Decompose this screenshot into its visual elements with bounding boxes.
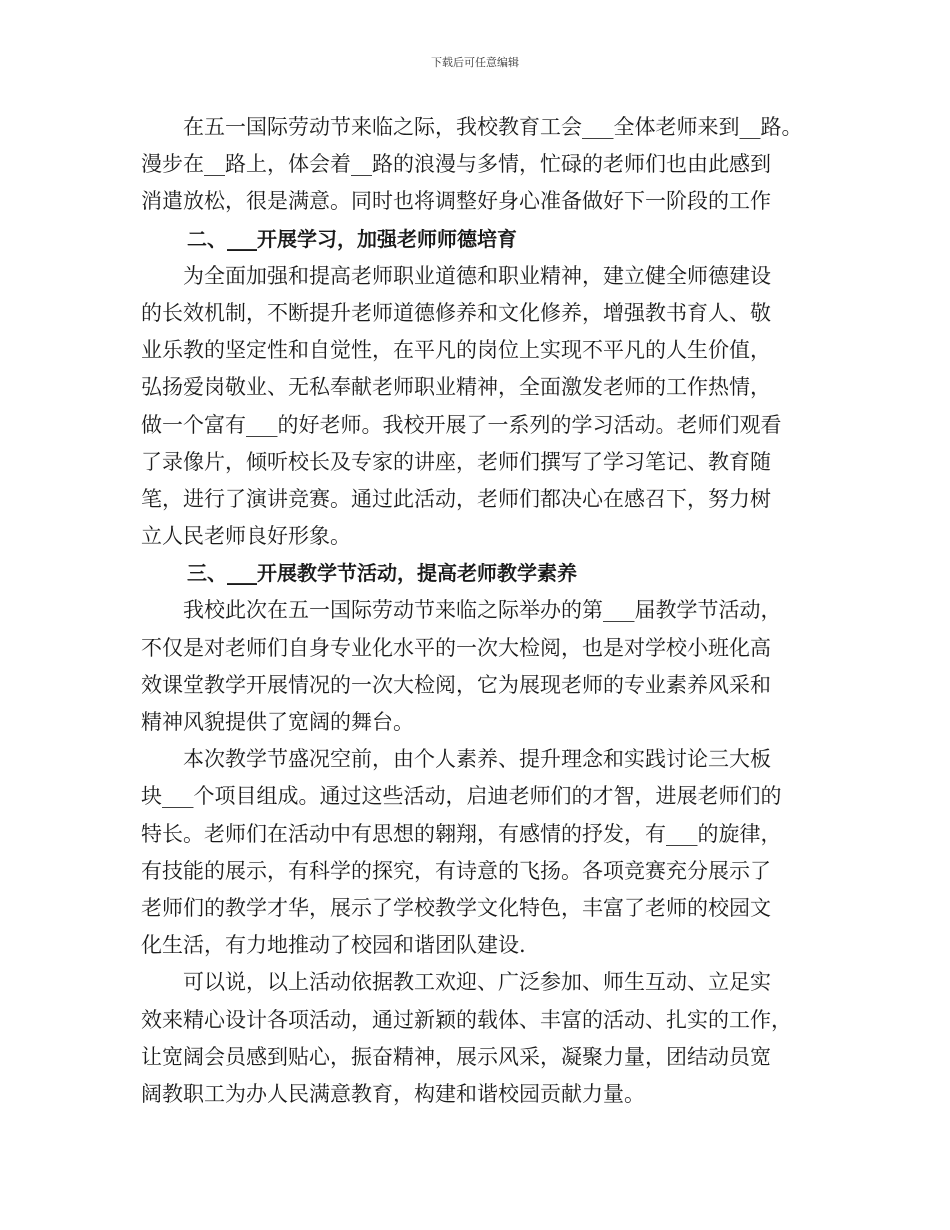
text-line: 笔，进行了演讲竞赛。通过此活动，老师们都决心在感召下，努力树 (141, 486, 771, 511)
text-line: 老师们的教学才华，展示了学校教学文化特色，丰富了老师的校园文 (141, 895, 771, 920)
text-line: 特长。老师们在活动中有思想的翱翔，有感情的抒发，有___的旋律， (141, 821, 782, 846)
text-line: 消遣放松，很是满意。同时也将调整好身心准备做好下一阶段的工作 (141, 189, 771, 214)
text-line: 在五一国际劳动节来临之际，我校教育工会___全体老师来到__路。 (183, 115, 803, 139)
text-line: 精神风貌提供了宽阔的舞台。 (141, 710, 414, 734)
text-line: 弘扬爱岗敬业、无私奉献老师职业精神，全面激发老师的工作热情， (141, 375, 771, 400)
text-line: 我校此次在五一国际劳动节来临之际举办的第___届教学节活动， (183, 598, 782, 623)
section-heading: 二、___开展学习，加强老师师德培育 (187, 226, 517, 251)
section-heading: 三、___开展教学节活动，提高老师教学素养 (187, 561, 577, 586)
text-line: 本次教学节盛况空前，由个人素养、提升理念和实践讨论三大板 (183, 747, 771, 772)
text-line: 效课堂教学开展情况的一次大检阅，它为展现老师的专业素养风采和 (141, 672, 771, 697)
text-line: 立人民老师良好形象。 (141, 524, 351, 549)
page-header: 下载后可任意编辑 (431, 56, 519, 69)
document-body (141, 109, 831, 1113)
text-line: 阔教职工为办人民满意教育，构建和谐校园贡献力量。 (141, 1081, 645, 1106)
text-line: 业乐教的坚定性和自觉性，在平凡的岗位上实现不平凡的人生价值， (141, 338, 771, 363)
text-line: 让宽阔会员感到贴心，振奋精神，展示风采，凝聚力量，团结动员宽 (141, 1044, 771, 1069)
text-line: 漫步在__路上，体会着__路的浪漫与多情，忙碌的老师们也由此感到 (141, 152, 771, 177)
text-line: 化生活，有力地推动了校园和谐团队建设. (141, 933, 526, 958)
text-line: 不仅是对老师们自身专业化水平的一次大检阅，也是对学校小班化高 (141, 635, 771, 660)
text-line: 有技能的展示，有科学的探究，有诗意的飞扬。各项竞赛充分展示了 (141, 858, 771, 883)
text-line: 了录像片，倾听校长及专家的讲座，老师们撰写了学习笔记、教育随 (141, 449, 771, 474)
text-line: 为全面加强和提高老师职业道德和职业精神，建立健全师德建设 (183, 263, 771, 288)
text-line: 块___个项目组成。通过这些活动，启迪老师们的才智，进展老师们的 (141, 784, 782, 809)
text-line: 效来精心设计各项活动，通过新颖的载体、丰富的活动、扎实的工作， (141, 1007, 792, 1032)
text-line: 做一个富有___的好老师。我校开展了一系列的学习活动。老师们观看 (141, 412, 782, 437)
text-line: 可以说，以上活动依据教工欢迎、广泛参加、师生互动、立足实 (183, 970, 771, 995)
text-line: 的长效机制，不断提升老师道德修养和文化修养，增强教书育人、敬 (141, 300, 771, 325)
